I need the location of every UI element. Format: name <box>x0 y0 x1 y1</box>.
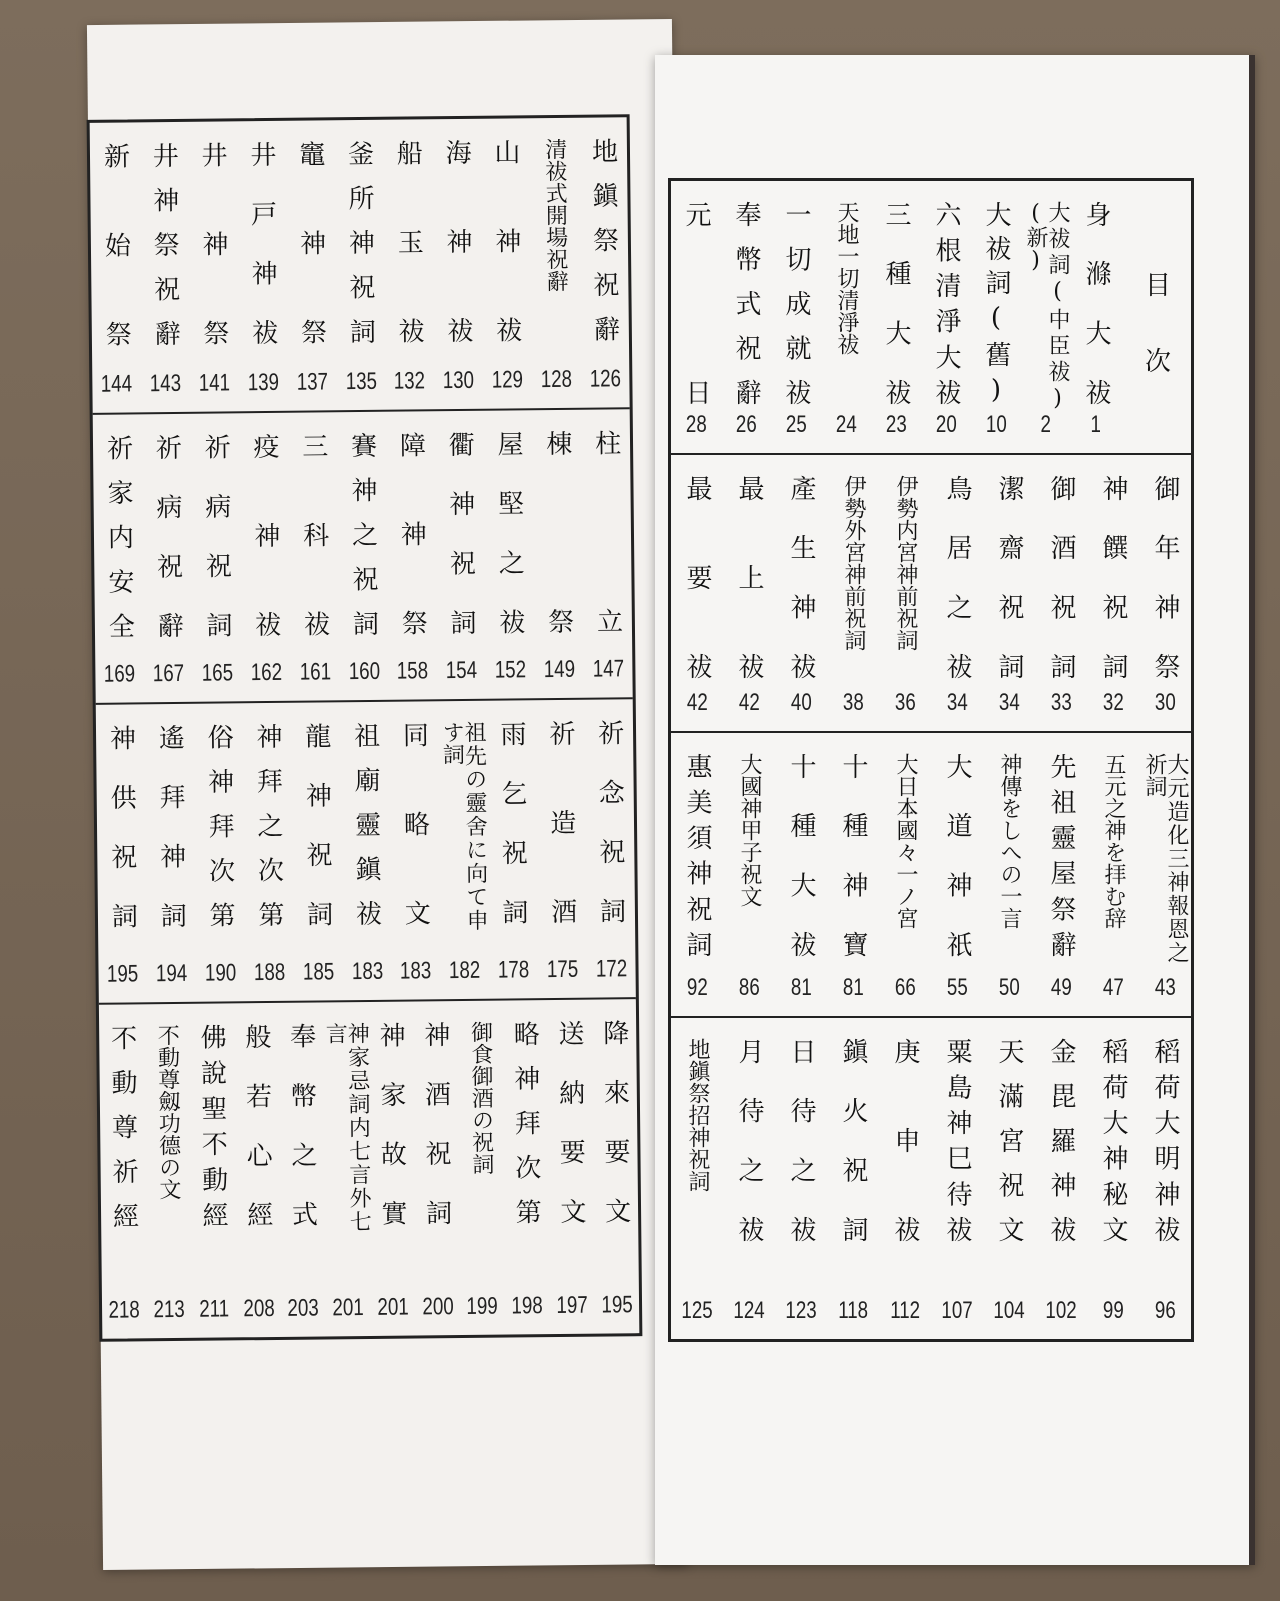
entry-page-number: 169 <box>104 660 136 688</box>
entry-title: 祖先の靈舍に向て申す詞 <box>439 720 489 931</box>
entry-title: 釜所神祝詞 <box>343 139 376 351</box>
toc-entry <box>323 1002 371 1336</box>
toc-entry <box>383 119 435 409</box>
entry-title: 神供祝詞 <box>105 724 138 935</box>
entry-page-number: 195 <box>107 960 139 988</box>
entry-title: 山神祓 <box>489 138 523 349</box>
toc-entry <box>337 412 389 700</box>
entry-title: 大祓詞(中臣祓)(新) <box>1023 201 1070 411</box>
toc-entry <box>242 703 294 1001</box>
toc-entry <box>529 118 581 408</box>
toc-entry <box>546 1000 594 1334</box>
entry-title: 俗神拜次第 <box>203 723 236 934</box>
entry-page-number: 104 <box>993 1297 1025 1324</box>
entry-page-number: 86 <box>738 974 760 1001</box>
entry-page-number: 32 <box>1102 689 1124 716</box>
toc-block <box>96 699 636 1005</box>
entry-page-number: 28 <box>685 411 707 438</box>
entry-title: 神家故實 <box>374 1021 408 1232</box>
toc-heading: 目次 <box>1140 271 1171 423</box>
entry-title: 稻荷大神秘文 <box>1098 1038 1128 1248</box>
entry-title: 最上祓 <box>734 475 764 685</box>
entry-page-number: 208 <box>242 1294 275 1323</box>
entry-page-number: 144 <box>101 370 133 398</box>
entry-title: 先祖靈屋祭辭 <box>1046 753 1076 963</box>
entry-title: 鎭火祝詞 <box>838 1038 868 1248</box>
entry-page-number: 200 <box>421 1293 454 1321</box>
entry-title: 十種神寶 <box>838 753 868 963</box>
entry-page-number: 154 <box>445 656 478 685</box>
entry-title: 棟祭 <box>541 429 574 641</box>
entry-page-number: 23 <box>885 411 907 438</box>
entry-page-number: 2 <box>1040 411 1052 438</box>
toc-entry <box>340 702 392 1000</box>
entry-page-number: 128 <box>540 365 572 394</box>
entry-page-number: 203 <box>287 1294 320 1322</box>
toc-frame-right <box>668 178 1194 1342</box>
entry-title: 障神祭 <box>395 431 428 642</box>
entry-title: 御年神祭 <box>1150 475 1180 685</box>
toc-entry <box>584 699 636 997</box>
toc-entry <box>431 119 483 409</box>
toc-entry <box>96 704 148 1002</box>
toc-block <box>99 999 639 1339</box>
toc-entry <box>775 1018 827 1339</box>
entry-page-number: 188 <box>253 958 286 987</box>
entry-page-number: 195 <box>600 1291 633 1319</box>
entry-page-number: 125 <box>681 1297 713 1324</box>
entry-page-number: 92 <box>686 974 708 1001</box>
entry-title: 神家忌詞内七言外七言 <box>322 1021 372 1233</box>
entry-page-number: 183 <box>351 957 383 986</box>
toc-entry <box>1139 455 1191 731</box>
entry-title: 大日本國々一ノ宮 <box>893 753 918 929</box>
entry-page-number: 40 <box>790 689 812 716</box>
toc-entry <box>139 122 191 412</box>
toc-entry <box>971 181 1021 453</box>
toc-entry <box>99 1004 147 1338</box>
entry-title: 柱立 <box>590 429 623 640</box>
entry-title: 粟島神巳待祓 <box>942 1038 972 1248</box>
toc-block <box>90 117 630 415</box>
entry-page-number: 199 <box>466 1292 499 1320</box>
toc-entry <box>386 411 438 699</box>
entry-title: 略神拜次第 <box>509 1020 542 1231</box>
entry-page-number: 124 <box>733 1297 765 1324</box>
toc-entry <box>389 701 441 999</box>
toc-entry <box>1021 181 1071 453</box>
entry-title: 祖廟靈鎭祓 <box>349 721 382 933</box>
entry-title: 祈念祝詞 <box>593 719 626 930</box>
entry-page-number: 135 <box>345 367 377 396</box>
toc-entry <box>190 413 242 701</box>
entry-title: 庚申祓 <box>890 1038 920 1248</box>
toc-entry <box>144 1004 192 1338</box>
toc-entry <box>90 122 142 412</box>
toc-entry <box>1087 1018 1139 1339</box>
entry-title: 降來要文 <box>598 1019 631 1230</box>
entry-page-number: 112 <box>890 1297 920 1324</box>
entry-page-number: 139 <box>247 368 280 397</box>
entry-page-number: 33 <box>1050 689 1072 716</box>
entry-title: 同略文 <box>398 721 431 932</box>
entry-title: 送納要文 <box>553 1019 587 1231</box>
entry-title: 竈神祭 <box>294 140 327 351</box>
entry-title: 地鎭祭祝辭 <box>587 137 620 348</box>
entry-page-number: 38 <box>842 689 864 716</box>
entry-title: 新始祭 <box>99 142 132 353</box>
toc-entry <box>1087 733 1139 1016</box>
entry-title: 元日 <box>681 201 711 411</box>
entry-page-number: 81 <box>790 974 812 1001</box>
entry-page-number: 43 <box>1154 974 1176 1001</box>
toc-entry <box>578 117 630 407</box>
entry-title: 祈病祝辭 <box>151 433 184 645</box>
entry-page-number: 161 <box>299 658 331 686</box>
entry-title: 御酒祝詞 <box>1046 475 1076 685</box>
entry-title: 天地一切清淨祓 <box>834 201 859 355</box>
entry-title: 伊勢外宮神前祝詞 <box>841 475 866 651</box>
entry-page-number: 141 <box>198 369 231 397</box>
entry-page-number: 194 <box>156 959 188 988</box>
toc-entry <box>145 704 197 1002</box>
toc-entry <box>193 703 245 1001</box>
entry-title: 五元之神を拝む辞 <box>1101 753 1126 929</box>
entry-title: 祈造酒 <box>544 719 577 931</box>
entry-title: 金毘羅神祓 <box>1046 1038 1076 1248</box>
toc-entry <box>502 1000 550 1334</box>
entry-page-number: 49 <box>1050 974 1072 1001</box>
entry-title: 海神祓 <box>440 138 474 350</box>
toc-entry <box>827 733 879 1016</box>
toc-entry <box>288 412 340 700</box>
entry-title: 佛說聖不動經 <box>195 1023 229 1234</box>
entry-title: 大國神甲子祝文 <box>737 753 762 907</box>
entry-page-number: 165 <box>201 659 234 687</box>
entry-title: 不動尊祈經 <box>106 1024 139 1235</box>
entry-title: 天滿宮祝文 <box>994 1038 1024 1248</box>
toc-entry <box>983 733 1035 1016</box>
toc-entry <box>879 1018 931 1339</box>
toc-entry <box>535 700 587 998</box>
entry-title: 雨乞祝詞 <box>495 720 529 931</box>
entry-page-number: 123 <box>785 1297 817 1324</box>
entry-page-number: 185 <box>302 958 335 986</box>
entry-title: 遙拜神詞 <box>154 723 187 935</box>
entry-page-number: 107 <box>941 1297 973 1324</box>
entry-title: 井戸神祓 <box>245 140 278 352</box>
entry-title: 身滌大祓 <box>1081 201 1111 411</box>
toc-block <box>671 733 1191 1018</box>
entry-title: 屋堅之祓 <box>492 430 526 641</box>
toc-entry <box>285 120 337 410</box>
toc-entry <box>93 414 145 702</box>
entry-title: 清祓式開場祝辭 <box>541 137 569 293</box>
toc-entry <box>775 455 827 731</box>
toc-entry <box>532 410 584 698</box>
entry-title: 御食御酒の祝詞 <box>467 1020 495 1175</box>
toc-entry <box>827 1018 879 1339</box>
entry-title: 般若心經 <box>240 1022 273 1234</box>
entry-title: 賽神之祝詞 <box>346 431 379 643</box>
entry-page-number: 167 <box>152 659 185 688</box>
entry-page-number: 162 <box>250 658 283 687</box>
toc-entry <box>983 455 1035 731</box>
toc-entry <box>480 118 532 408</box>
entry-page-number: 147 <box>592 655 624 683</box>
entry-title: 疫神祓 <box>248 432 282 644</box>
entry-page-number: 130 <box>442 366 475 395</box>
toc-entry <box>983 1018 1035 1339</box>
entry-title: 十種大祓 <box>786 753 816 963</box>
entry-title: 不動尊劔功德の文 <box>154 1023 182 1201</box>
toc-entry <box>671 181 721 453</box>
toc-entry <box>871 181 921 453</box>
entry-page-number: 25 <box>785 411 807 438</box>
toc-block <box>93 409 633 705</box>
toc-entry <box>334 120 386 410</box>
entry-title: 地鎭祭招神祝詞 <box>685 1038 710 1192</box>
toc-entry <box>1035 733 1087 1016</box>
entry-page-number: 50 <box>998 974 1020 1001</box>
entry-title: 衢神祝詞 <box>444 430 477 642</box>
entry-page-number: 81 <box>842 974 864 1001</box>
toc-entry <box>239 413 291 701</box>
entry-title: 船玉祓 <box>392 139 425 350</box>
toc-entry <box>412 1001 460 1335</box>
toc-entry <box>1035 455 1087 731</box>
toc-entry <box>931 1018 983 1339</box>
entry-page-number: 118 <box>838 1297 868 1324</box>
entry-page-number: 198 <box>511 1292 543 1320</box>
entry-title: 最要祓 <box>682 475 712 685</box>
toc-frame-left <box>87 114 643 1342</box>
entry-page-number: 55 <box>946 974 968 1001</box>
toc-entry <box>879 455 931 731</box>
toc-entry <box>671 1018 723 1339</box>
entry-title: 伊勢内宮神前祝詞 <box>893 475 918 651</box>
toc-entry <box>367 1002 415 1336</box>
entry-title: 一切成就祓 <box>781 201 811 411</box>
entry-page-number: 24 <box>835 411 857 438</box>
entry-page-number: 201 <box>377 1293 409 1321</box>
toc-entry <box>821 181 871 453</box>
entry-title: 祈病祝詞 <box>200 433 233 644</box>
toc-entry <box>591 999 639 1333</box>
entry-page-number: 102 <box>1045 1297 1077 1324</box>
entry-title: 井神祭祝辭 <box>148 141 181 353</box>
entry-title: 稻荷大明神祓 <box>1150 1038 1180 1248</box>
entry-title: 六根清淨大祓 <box>931 201 961 411</box>
entry-page-number: 213 <box>153 1295 185 1324</box>
entry-title: 月待之祓 <box>734 1038 764 1248</box>
entry-title: 奉幣式祝辭 <box>731 201 761 411</box>
entry-page-number: 197 <box>556 1291 588 1320</box>
entry-title: 惠美須神祝詞 <box>682 753 712 963</box>
entry-page-number: 20 <box>935 411 957 438</box>
entry-page-number: 30 <box>1154 689 1176 716</box>
toc-entry <box>1139 733 1191 1016</box>
entry-page-number: 47 <box>1102 974 1124 1001</box>
toc-entry <box>775 733 827 1016</box>
entry-title: 神拜之次第 <box>251 722 285 934</box>
toc-entry <box>671 455 723 731</box>
entry-title: 產生神祓 <box>786 475 816 685</box>
entry-page-number: 96 <box>1154 1297 1176 1324</box>
entry-page-number: 182 <box>448 956 481 985</box>
toc-entry <box>671 733 723 1016</box>
toc-entry <box>581 409 633 697</box>
toc-heading-column <box>1121 181 1191 453</box>
entry-page-number: 126 <box>589 365 621 393</box>
entry-page-number: 137 <box>296 368 328 396</box>
toc-entry <box>1139 1018 1191 1339</box>
entry-title: 奉幣之式 <box>285 1022 318 1233</box>
entry-page-number: 42 <box>738 689 760 716</box>
toc-entry <box>291 702 343 1000</box>
toc-entry <box>931 455 983 731</box>
entry-title: 神酒祝詞 <box>419 1021 452 1232</box>
toc-entry <box>721 181 771 453</box>
entry-page-number: 172 <box>595 955 627 983</box>
entry-page-number: 34 <box>946 689 968 716</box>
entry-page-number: 160 <box>348 657 380 686</box>
entry-page-number: 26 <box>735 411 757 438</box>
entry-title: 三種大祓 <box>881 201 911 411</box>
toc-entry <box>483 410 535 698</box>
toc-entry <box>723 733 775 1016</box>
entry-title: 鳥居之祓 <box>942 475 972 685</box>
entry-page-number: 218 <box>108 1296 141 1324</box>
toc-entry <box>723 455 775 731</box>
entry-title: 神傳をしへの一言 <box>997 753 1022 929</box>
toc-entry <box>437 701 489 999</box>
entry-page-number: 36 <box>894 689 916 716</box>
toc-entry <box>236 121 288 411</box>
entry-title: 井神祭 <box>196 141 230 352</box>
entry-page-number: 175 <box>546 955 579 984</box>
toc-entry <box>931 733 983 1016</box>
entry-page-number: 10 <box>985 411 1007 438</box>
toc-entry <box>278 1002 326 1336</box>
toc-entry <box>486 700 538 998</box>
toc-entry <box>187 121 239 411</box>
entry-page-number: 129 <box>491 366 524 394</box>
toc-entry <box>879 733 931 1016</box>
toc-entry <box>827 455 879 731</box>
entry-title: 大元造化三神報恩之祈詞 <box>1142 753 1189 963</box>
entry-page-number: 178 <box>497 956 530 984</box>
toc-entry <box>233 1003 281 1337</box>
entry-page-number: 99 <box>1102 1297 1124 1324</box>
entry-page-number: 201 <box>332 1294 364 1322</box>
toc-entry <box>142 414 194 702</box>
entry-title: 龍神祝詞 <box>300 722 333 933</box>
toc-entry <box>921 181 971 453</box>
entry-title: 大道神祇 <box>942 753 972 963</box>
entry-page-number: 42 <box>686 689 708 716</box>
entry-page-number: 1 <box>1090 411 1102 438</box>
entry-page-number: 190 <box>204 959 237 987</box>
entry-page-number: 66 <box>894 974 916 1001</box>
toc-block <box>671 1018 1191 1339</box>
entry-title: 日待之祓 <box>786 1038 816 1248</box>
toc-entry <box>457 1001 505 1335</box>
entry-page-number: 158 <box>396 657 429 685</box>
entry-page-number: 132 <box>393 367 426 395</box>
entry-title: 祈家内安全 <box>102 434 135 645</box>
entry-title: 神饌祝詞 <box>1098 475 1128 685</box>
toc-block <box>671 181 1191 455</box>
entry-page-number: 152 <box>494 656 527 684</box>
toc-entry <box>434 411 486 699</box>
entry-title: 大祓詞(舊) <box>981 201 1011 411</box>
toc-entry <box>771 181 821 453</box>
entry-page-number: 149 <box>543 655 575 684</box>
entry-title: 潔齋祝詞 <box>994 475 1024 685</box>
toc-entry <box>723 1018 775 1339</box>
entry-page-number: 34 <box>998 689 1020 716</box>
entry-title: 三科祓 <box>297 432 330 643</box>
entry-page-number: 143 <box>149 369 182 398</box>
toc-entry <box>1035 1018 1087 1339</box>
toc-entry <box>1087 455 1139 731</box>
entry-page-number: 211 <box>198 1295 230 1323</box>
entry-page-number: 183 <box>400 957 432 985</box>
toc-block <box>671 455 1191 733</box>
toc-entry <box>1071 181 1121 453</box>
toc-entry <box>188 1003 236 1337</box>
